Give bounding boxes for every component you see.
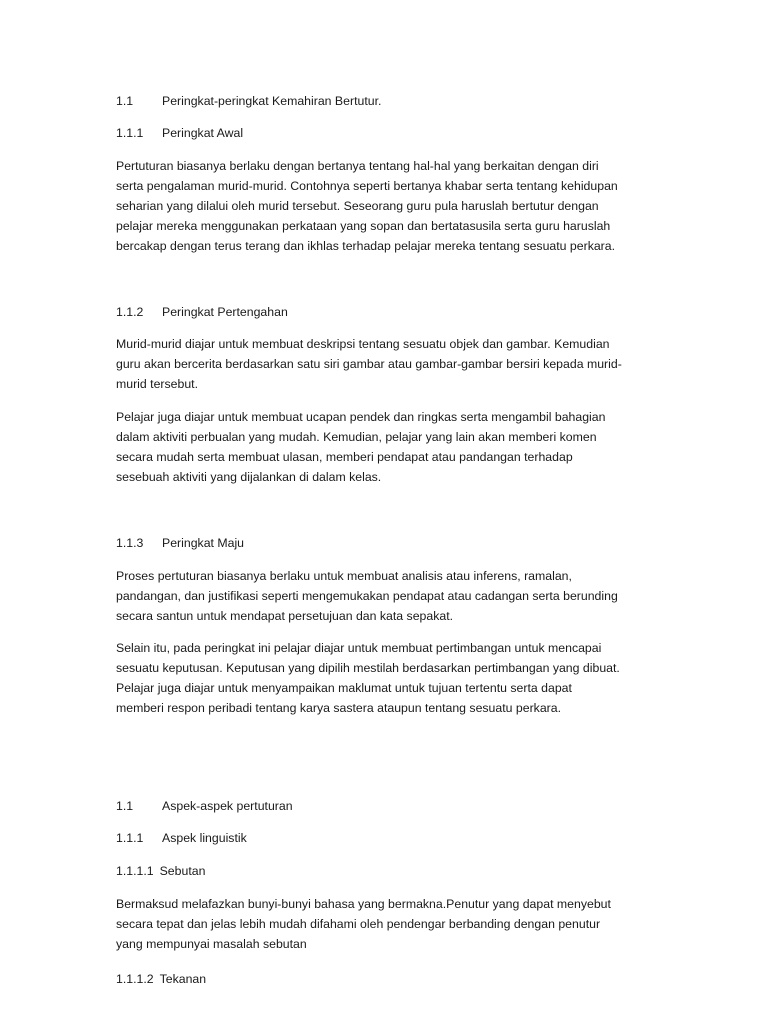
heading-1-1-3 — [116, 534, 244, 552]
heading-title: Aspek-aspek pertuturan — [162, 799, 293, 813]
heading-1-1-2 — [116, 303, 288, 321]
text-line: guru akan bercerita berdasarkan satu siri gambar atau gambar-gambar bersiri kepada murid- — [116, 357, 622, 371]
heading-number: 1.1.1 — [116, 831, 144, 845]
text-line: secara mudah serta membuat ulasan, memberi pendapat atau pandangan terhadap — [116, 450, 573, 464]
heading-number: 1.1.1 — [116, 126, 144, 140]
text-line: Murid-murid diajar untuk membuat deskripsi tentang sesuatu objek dan gambar. Kemudian — [116, 337, 610, 351]
heading-title: Peringkat Maju — [162, 536, 245, 550]
text-line: dalam aktiviti perbualan yang mudah. Kemudian, pelajar yang lain akan memberi komen — [116, 430, 597, 444]
text-line: Selain itu, pada peringkat ini pelajar diajar untuk membuat pertimbangan untuk mencapai — [116, 641, 602, 655]
heading-number: 1.1 — [116, 799, 134, 813]
text-line: Bermaksud melafazkan bunyi-bunyi bahasa yang bermakna.Penutur yang dapat menyebut — [116, 897, 611, 911]
text-line: pelajar mereka menggunakan perkataan yang sopan dan bertatasusila serta guru haruslah — [116, 219, 611, 233]
text-line: Pelajar juga diajar untuk membuat ucapan pendek dan ringkas serta mengambil bahagian — [116, 410, 606, 424]
heading-title: Sebutan — [159, 864, 206, 878]
heading-number: 1.1.2 — [116, 305, 144, 319]
paragraph-maju-2 — [116, 638, 664, 718]
paragraph-pertengahan-1 — [116, 334, 664, 394]
text-line: Pelajar juga diajar untuk menyampaikan maklumat untuk tujuan tertentu serta dapat — [116, 681, 572, 695]
heading-number: 1.1 — [116, 94, 134, 108]
text-line: yang mempunyai masalah sebutan — [116, 937, 307, 951]
heading-number: 1.1.1.2 — [116, 972, 154, 986]
heading-aspek-linguistik — [116, 829, 247, 847]
text-line: serta pengalaman murid-murid. Contohnya seperti bertanya khabar serta tentang kehidupan — [116, 179, 618, 193]
heading-title: Aspek linguistik — [162, 831, 247, 845]
heading-title: Tekanan — [159, 972, 207, 986]
heading-number: 1.1.1.1 — [116, 864, 154, 878]
heading-title: Peringkat Pertengahan — [162, 305, 288, 319]
text-line: Proses pertuturan biasanya berlaku untuk membuat analisis atau inferens, ramalan, — [116, 569, 572, 583]
text-line: secara tepat dan jelas lebih mudah difahami oleh pendengar berbanding dengan penutur — [116, 917, 601, 931]
heading-1-1-1 — [116, 124, 243, 142]
heading-title: Peringkat-peringkat Kemahiran Bertutur. — [162, 94, 382, 108]
heading-tekanan — [116, 970, 206, 988]
paragraph-pertengahan-2 — [116, 407, 664, 487]
text-line: seharian yang dilalui oleh murid tersebut. Seseorang guru pula haruslah bertutur dengan — [116, 199, 599, 213]
text-line: secara santun untuk mendapat persetujuan dan kata sepakat. — [116, 609, 454, 623]
text-line: sesebuah aktiviti yang dijalankan di dalam kelas. — [116, 470, 382, 484]
heading-number: 1.1.3 — [116, 536, 144, 550]
text-line: Pertuturan biasanya berlaku dengan bertanya tentang hal-hal yang berkaitan dengan diri — [116, 159, 599, 173]
paragraph-maju-1 — [116, 566, 664, 626]
text-line: memberi respon peribadi tentang karya sastera ataupun tentang sesuatu perkara. — [116, 701, 562, 715]
heading-sebutan — [116, 862, 205, 880]
text-line: bercakap dengan terus terang dan ikhlas terhadap pelajar mereka tentang sesuatu perkara. — [116, 239, 616, 253]
heading-1-1 — [116, 92, 381, 110]
text-line: sesuatu keputusan. Keputusan yang dipilih mestilah berdasarkan pertimbangan yang dibuat. — [116, 661, 620, 675]
text-line: pandangan, dan justifikasi seperti mengemukakan pendapat atau cadangan serta berunding — [116, 589, 618, 603]
paragraph-sebutan — [116, 894, 664, 954]
heading-aspek-pertuturan — [116, 797, 293, 815]
heading-title: Peringkat Awal — [162, 126, 244, 140]
paragraph-peringkat-awal — [116, 156, 664, 256]
text-line: murid tersebut. — [116, 377, 199, 391]
